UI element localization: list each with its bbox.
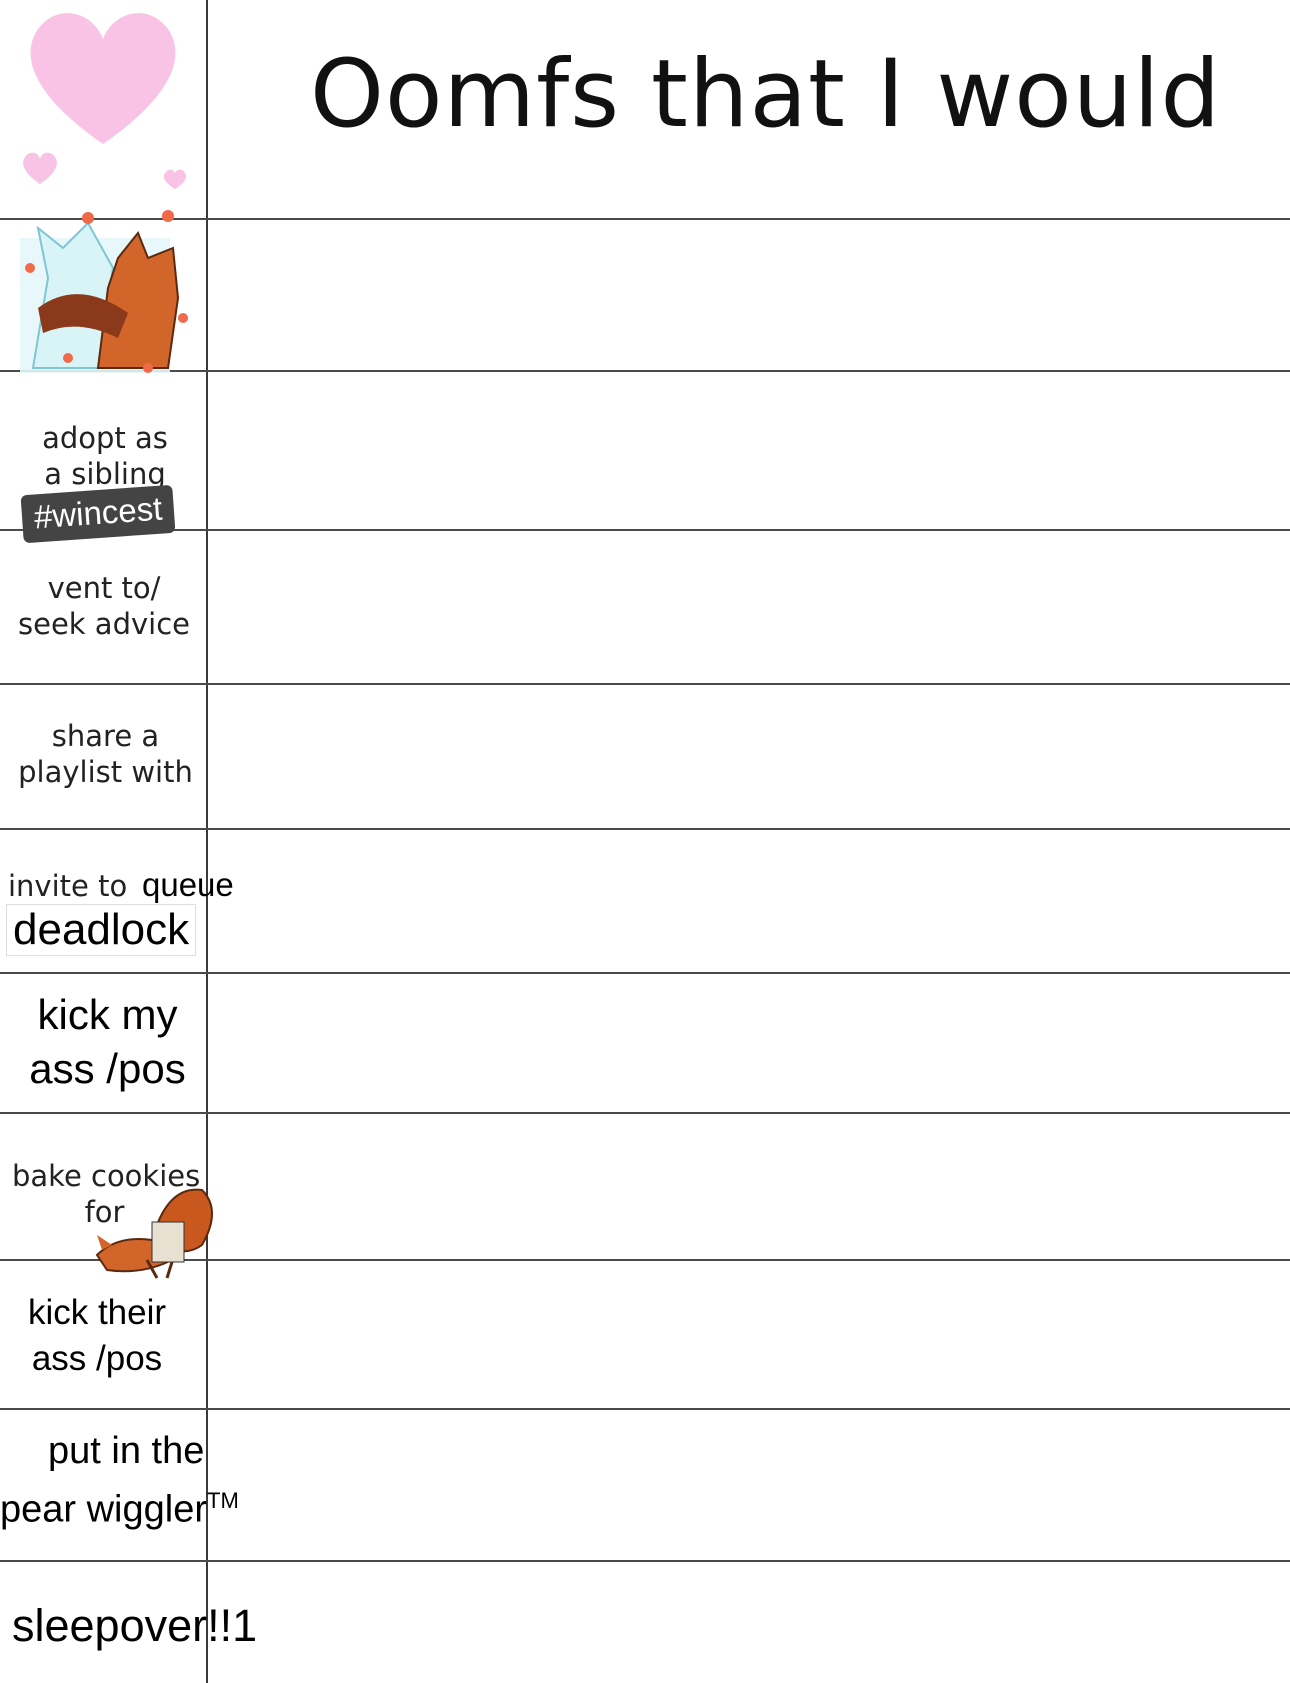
row-divider	[0, 828, 1290, 830]
row-divider	[0, 529, 1290, 531]
row-label-kick-my	[10, 988, 205, 1096]
row-label-line: share a	[51, 719, 160, 753]
row-label-kick-their	[12, 1290, 182, 1382]
row-label-line: vent to/	[47, 571, 161, 605]
wincest-tag: #wincest	[21, 485, 176, 544]
deadlock-overlay: deadlock	[6, 904, 196, 956]
row-label-adopt	[20, 420, 190, 492]
queue-overlay: queue	[142, 866, 234, 903]
row-divider	[0, 370, 1290, 372]
squirrel-cat-sticker	[92, 1180, 217, 1280]
heart-icon	[18, 4, 188, 154]
row-label-line: bake cookies	[12, 1159, 201, 1193]
row-label-line: ass /pos	[31, 1339, 163, 1378]
chart-title: Oomfs that I would	[310, 40, 1222, 149]
row-label-line: adopt as	[42, 421, 168, 455]
row-label-line: ass /pos	[29, 1045, 186, 1092]
row-label-invite: invite to	[8, 869, 128, 903]
row-label-line: a sibling	[44, 457, 166, 491]
row-label-pear-wiggler	[0, 1426, 270, 1535]
row-label-line: seek advice	[18, 607, 190, 641]
row-label-line: playlist with	[18, 755, 193, 789]
row-divider	[0, 218, 1290, 220]
row-divider	[0, 1112, 1290, 1114]
row-label-playlist	[8, 718, 203, 790]
row-divider	[0, 683, 1290, 685]
row-label-line: pear wiggler	[0, 1488, 207, 1531]
row-label-vent	[14, 570, 194, 642]
row-label-sleepover: sleepover!!1	[12, 1600, 258, 1651]
row-divider	[0, 972, 1290, 974]
row-label-line: for	[84, 1195, 125, 1229]
row-label-line: put in the	[48, 1430, 205, 1472]
row-divider	[0, 1560, 1290, 1562]
tiny-heart-icon	[162, 168, 188, 190]
hugging-cats-sticker	[18, 208, 193, 378]
small-heart-icon	[20, 150, 60, 186]
row-divider	[0, 1408, 1290, 1410]
row-label-line: kick my	[37, 991, 178, 1038]
row-label-line: kick their	[27, 1293, 167, 1332]
trademark-symbol: TM	[207, 1488, 239, 1513]
